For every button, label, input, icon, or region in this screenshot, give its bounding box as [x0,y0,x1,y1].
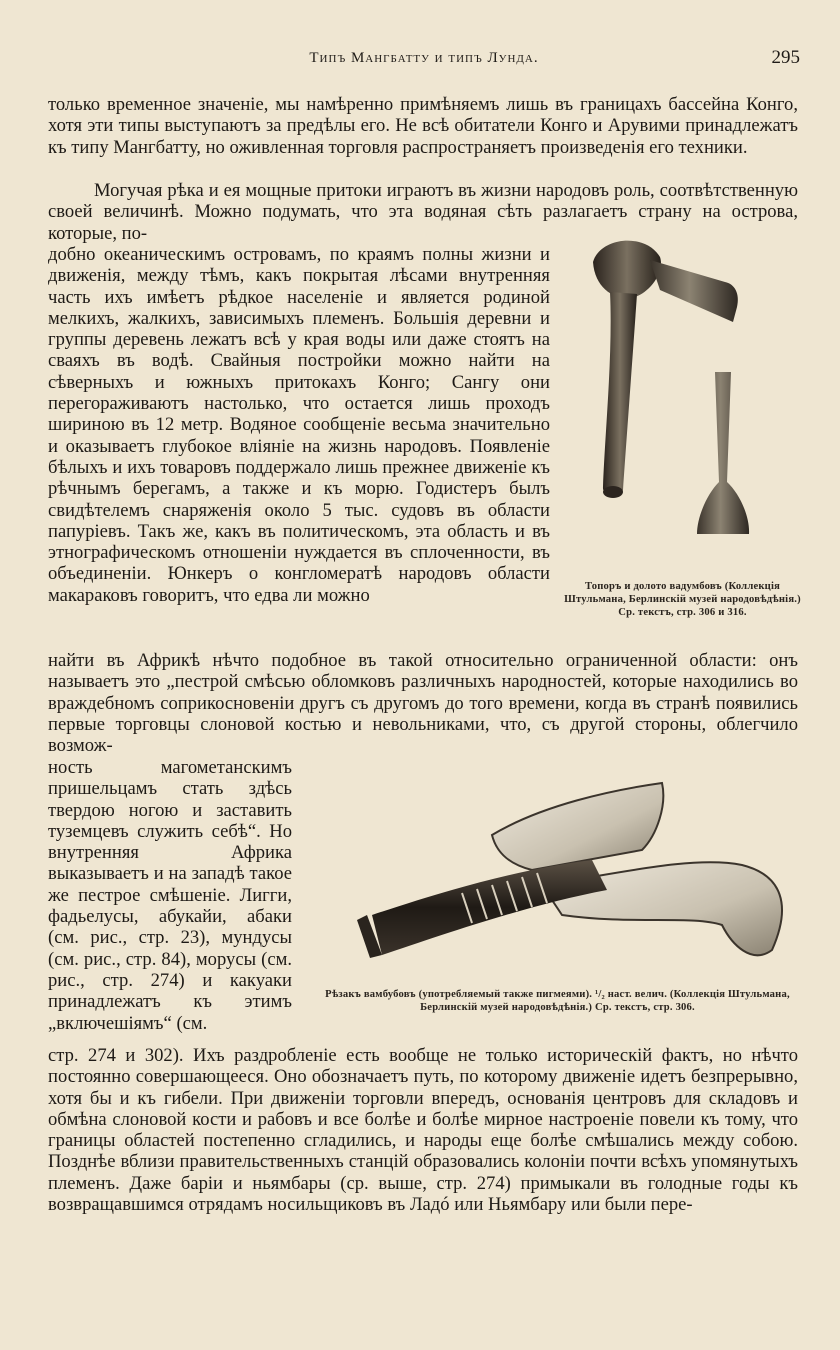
page-header [48,47,800,74]
paragraph-peoples-wrap: ность магометанскимъ пришельцамъ стать здѣсь твердою ногою и заставить туземцевъ служить себѣ“. Но внутренняя Африка выказываетъ и на западѣ такое же пестрое смѣшенiе. Лигги, фадьелусы, абукайи, абаки (см. рис., стр. 23), мундусы (см. рис., стр. 84), морусы (см. рис., стр. 274) и какуаки принадлежатъ къ этимъ „включешiямъ“ (см. [48,757,292,1034]
paragraph-river-wrap: добно океаническимъ островамъ, по краямъ полны жизни и движенiя, между тѣмъ, какъ покрытая лѣсами внутренняя часть ихъ имѣетъ рѣдкое населенiе и является родиной мелкихъ, жалкихъ, зависимыхъ племенъ. Большiя деревни и группы деревень лежатъ всѣ у края воды или даже стоятъ на сваяхъ въ водѣ. Свайныя постройки можно найти на сѣверныхъ и южныхъ притокахъ Конго; Сангу они перегораживаютъ настолько, что остается лишь проходъ шириною въ 12 метр. Водяное сообщенiе весьма значительно и оказываетъ глубокое влiянiе на жизнь народовъ. Появленiе бѣлыхъ и ихъ товаровъ поддержало лишь прежнее движенiе къ рѣчнымъ берегамъ, а также и къ морю. Годистеръ былъ свидѣтелемъ снаряженiя около 5 тыс. судовъ въ области папурiевъ. Такъ же, какъ въ политическомъ, эта область и въ этнографическомъ отношенiи нуждается въ сплоченности, въ объединенiи. Юнкеръ о конгломератѣ народовъ области макараковъ говоритъ, что едва ли можно [48,244,550,606]
paragraph-junker-quote: найти въ Африкѣ нѣчто подобное въ такой относительно ограниченной области: онъ называетъ это „пестрой смѣсью обломковъ различныхъ народностей, которые находились во враждебномъ соприкосновенiи другъ съ другомъ до того времени, когда въ странѣ появились первые торговцы слоновой костью и невольниками, что, съ другой стороны, облегчило возмож- [48,650,798,757]
figure-axe-chisel-caption: Топоръ и долото вадумбовъ (Коллекцiя Штульмана, Берлинскiй музей народовѣдѣнiя.) Ср. текстъ, стр. 306 и 316. [564,581,801,618]
paragraph-fragmentation: стр. 274 и 302). Ихъ раздробленiе есть вообще не только историческiй фактъ, но нѣчто постоянно совершающееся. Оно обозначаетъ путь, по которому движенiе идетъ безпрерывно, хотя бы и къ гибели. При движенiи торговли впередъ, основанiя центровъ для складовъ и обмѣна слоновой кости и рабовъ и все болѣе и болѣе мирное настроенiе повели къ тому, что границы областей постепенно сгладились, и народы еще болѣе смѣшались между собою. Позднѣе вблизи правительственныхъ станцiй образовались колонiи почти всѣхъ упомянутыхъ племенъ. Даже барiи и ньямбары (ср. выше, стр. 274) примыкали въ голодные годы къ возвращавшимся отрядамъ носильщиковъ въ Ладó или Ньямбару или были пере- [48,1045,798,1216]
axe-chisel-illustration [565,232,805,572]
cutter-illustration [312,775,802,980]
running-title: Типъ Мангбатту и типъ Лунда. [309,50,539,66]
page-number: 295 [771,47,800,68]
paragraph-river: Могучая рѣка и ея мощные притоки играютъ въ жизни народовъ роль, соотвѣтственную своей величинѣ. Можно подумать, что эта водяная сѣть разлагаетъ страну на острова, которые, по- [48,180,798,244]
figure-cutter-caption: Рѣзакъ вамбубовъ (употребляемый также пигмеями). ¹/₂ наст. велич. (Коллекцiя Штульмана, Берлинскiй музей народовѣдѣнiя.) Ср. текстъ, стр. 306. [325,989,790,1013]
figure-axe-chisel [565,232,805,572]
paragraph-continuation: только временное значенiе, мы намѣренно примѣняемъ лишь въ границахъ бассейна Конго, хотя эти типы выступаютъ за предѣлы его. Не всѣ обитатели Конго и Арувими принадлежатъ къ типу Мангбатту, но оживленная торговля распространяетъ произведенiя его техники. [48,94,798,158]
figure-cutter [312,775,802,980]
